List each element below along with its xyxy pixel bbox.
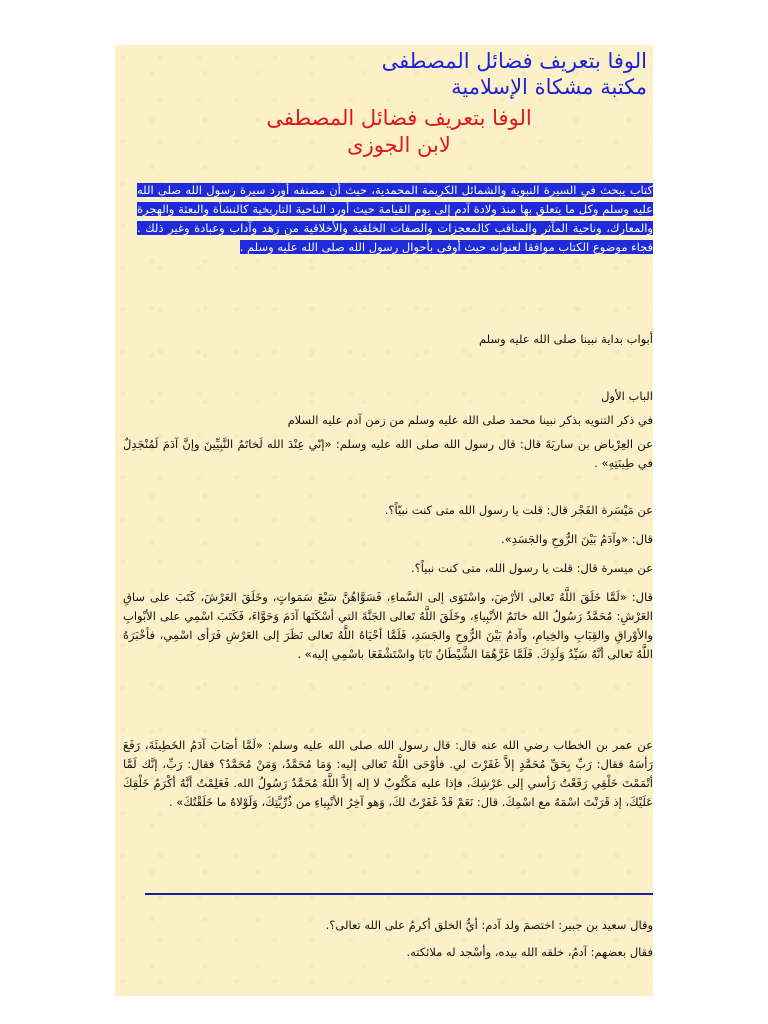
paragraph-umar: عن عمر بن الخطاب رضي الله عنه قال: قال رسول الله صلى الله عليه وسلم: «لَمَّا أصَابَ آدَمُ الخَطِيئَةَ، رَفَعَ رَأسَهُ فقال: رَبِّ بِحَقِّ مُحَمَّدٍ إلاَّ غَفَرْتَ لي. فأوْحَى اللَّهُ تَعالى إليه: وَمَا مُحَمَّدٌ، وَمَنْ مُحَمَّدٌ؟ فقال: رَبِّ، إنَّك لَمَّا أتْمَمْتَ خَلْقِي رَفَعْتُ رَأسي إلى عَرْشِكَ، فإذا عليه مَكْتُوبٌ لا إله إلاَّ اللَّهُ مُحَمَّدٌ رَسُولُ الله. فَعَلِمْتُ أنَّهُ أكْرَمُ خَلْقِكَ عَلَيْكَ، إذ قَرَنْتَ اسْمَهُ مع اسْمِكَ. قال: نَعَمْ قَدْ غَفَرْتُ لكَ، وَهو آخِرُ الأنْبِياءِ من ذُرِّيَّتِكَ، وَلَوْلاهُ ما خَلَقْتُكَ» .	[123, 738, 653, 809]
paragraph-maysara-question-2: عن ميسرة قال: قلت يا رسول الله، متى كنت نبياً؟.	[410, 561, 653, 575]
header-library-name[interactable]: مكتبة مشكاة الإسلامية	[451, 75, 647, 99]
separator-rule	[145, 893, 653, 895]
paragraph-irbad: عن العِرْباض بن ساريَةَ قال: قال رسول الله صلى الله عليه وسلم: «إنّي عِنْدَ الله لَخاتَمُ النَّبِيِّينَ وإنَّ آدَمَ لَمُنْجَدِلٌ في طِينَتِهِ» .	[123, 437, 653, 470]
paragraph-said: وقال سعيد بن جبير: اختصمَ ولد آدم: أيُّ الخلق أكرمُ على الله تعالى؟.	[325, 918, 653, 932]
paragraph-adam-answer: فقال بعضهم: آدمُ، خلقه الله بيده، وأسْجد له ملائكته.	[406, 945, 653, 959]
description-text: كتاب يبحث في السيرة النبوية والشمائل الكريمة المحمدية، حيث أن مصنفه أورد سيرة رسول الله صلى الله عليه وسلم وكل ما يتعلق بها منذ ولادة آدم إلى يوم القيامة حيث أورد الناحية التاريخية كالنشأة والبعثة والهجرة والمعارك، وناحية المآثر والمناقب كالمعجزات والصفات الخلقية والأخلاقية من زهد وآداب وعبادة وغير ذلك . فجاء موضوع الكتاب موافقا لعنوانه حيث أوفى بأحوال رسول الله صلى الله عليه وسلم .	[137, 183, 653, 254]
book-title: الوفا بتعريف فضائل المصطفى	[266, 106, 532, 130]
chapter-heading: الباب الأول	[601, 389, 653, 403]
paragraph-arsh: قال: «لَمَّا خَلَقَ اللَّهُ تَعالى الأرْضَ، واسْتَوَى إلى السَّماءِ، فَسَوَّاهُنَّ سَبْعَ سَمَواتٍ، وخَلَقَ العَرْشَ، كَتَبَ على ساقِ العَرْشِ: مُحَمَّدٌ رَسُولُ الله خاتَمُ الأنْبِياءِ، وخَلَقَ اللَّهُ تَعالى الجَنَّةَ التي أسْكَنَها آدَمَ وَحَوَّاءَ، فَكَتَبَ اسْمِي على الأبْوابِ والأوْراقِ والقِبَابِ والخِيامِ، وآدمُ بَيْنَ الرُّوحِ والجَسَدِ، فَلَمَّا أحْيَاهُ اللَّهُ تَعالى نَظَرَ إلى العَرْشِ فَرَأى اسْمِي، فأخْبَرَهُ اللَّهُ تَعالى أنَّهُ سَيِّدُ وَلَدِكَ. فَلَمَّا غَرَّهُمَا الشَّيْطَانُ تَابَا واسْتَشْفَعَا باسْمِي إليه» .	[123, 590, 653, 661]
selected-description[interactable]	[137, 181, 653, 257]
section-heading: أبواب بداية نبينا صلى الله عليه وسلم	[479, 332, 653, 346]
paragraph-answer: قال: «وآدَمُ بَيْنَ الرُّوحِ والجَسَدِ».	[501, 532, 653, 546]
header-book-title[interactable]: الوفا بتعريف فضائل المصطفى	[381, 49, 647, 73]
book-author: لابن الجوزى	[347, 133, 451, 157]
chapter-subtitle: في ذكر التنويه بذكر نبينا محمد صلى الله عليه وسلم من زمن آدم عليه السلام	[287, 413, 653, 427]
paragraph-maysara-question: عن مَيْسَرة الفَجْر قال: قلت يا رسول الله متى كنت نبيّاً؟.	[384, 503, 653, 517]
document-page	[115, 45, 653, 996]
